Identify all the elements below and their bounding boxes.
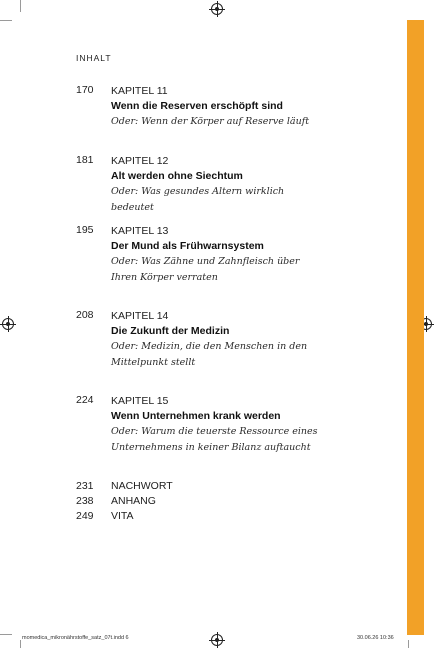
page-number: 181 [76,154,94,166]
crop-mark-top-left-v [20,0,21,12]
chapter-subtitle: Oder: Medizin, die den Menschen in den Mittelpunkt stellt [111,341,308,368]
chapter-title: Wenn die Reserven erschöpft sind [111,100,283,112]
chapter-title: Wenn Unternehmen krank werden [111,410,281,422]
chapter-title: Alt werden ohne Siechtum [111,170,243,182]
registration-mark-icon [211,3,223,15]
accent-bar [407,20,424,635]
page-number: 224 [76,394,94,406]
end-matter-label: NACHWORT [111,480,173,492]
toc-heading: INHALT [76,53,112,63]
end-matter-label: ANHANG [111,495,156,507]
chapter-label: KAPITEL 11 [111,85,168,97]
end-matter-label: VITA [111,510,134,522]
chapter-label: KAPITEL 14 [111,310,169,322]
page-number: 170 [76,84,94,96]
chapter-label: KAPITEL 15 [111,395,169,407]
toc-end-entry-vita [76,509,134,523]
crop-mark-bottom-left-v [20,640,21,648]
page-number: 208 [76,309,94,321]
chapter-title: Der Mund als Frühwarnsystem [111,240,264,252]
crop-mark-top-left [0,20,12,21]
chapter-subtitle: Oder: Wenn der Körper auf Reserve läuft [111,116,310,127]
chapter-title: Die Zukunft der Medizin [111,325,230,337]
toc-end-entry-anhang [76,494,156,508]
slug-datetime: 30.06.26 10:36 [357,635,394,641]
page-number: 238 [76,495,94,507]
chapter-label: KAPITEL 12 [111,155,169,167]
crop-mark-bottom-left [0,634,12,635]
chapter-label: KAPITEL 13 [111,225,169,237]
toc-end-entry-nachwort [76,479,173,493]
page-number: 231 [76,480,94,492]
crop-mark-bottom-right-v [408,640,409,648]
registration-mark-icon [2,318,14,330]
page-number: 249 [76,510,94,522]
chapter-subtitle: Oder: Was Zähne und Zahnfleisch über Ihren Körper verraten [111,256,300,283]
page-number: 195 [76,224,94,236]
slug-file-info: momedica_mikronährstoffe_satz_07t.indd 6 [22,635,129,641]
chapter-subtitle: Oder: Warum die teuerste Ressource eines Unternehmens in keiner Bilanz auftaucht [111,426,318,453]
registration-mark-icon [211,634,223,646]
chapter-subtitle: Oder: Was gesundes Altern wirklich bedeutet [111,186,285,213]
